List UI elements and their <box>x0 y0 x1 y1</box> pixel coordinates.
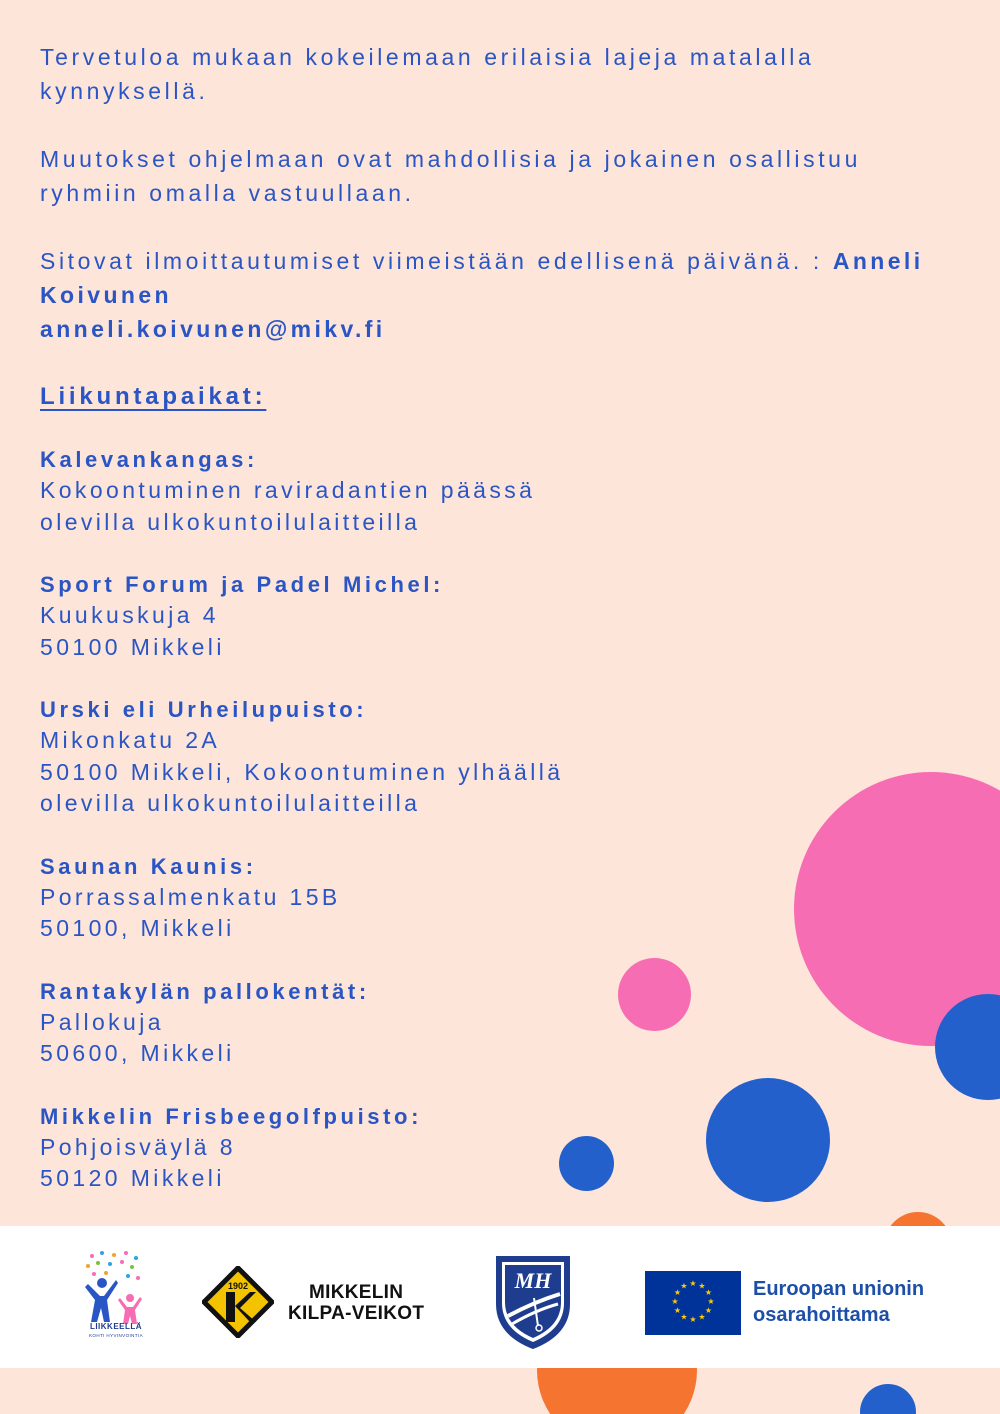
kilpaveikot-year: 1902 <box>227 1281 249 1291</box>
venue-sport-forum <box>40 569 940 663</box>
svg-text:★: ★ <box>689 1279 697 1288</box>
venue-address-line: 50100 Mikkeli, Kokoontuminen ylhäällä <box>40 758 564 785</box>
venue-name: Saunan Kaunis: <box>40 853 257 879</box>
liikkeella-tagline: KOHTI HYVINVOINTIA <box>89 1333 143 1338</box>
svg-text:★: ★ <box>698 1281 706 1291</box>
venue-address-line: Porrassalmenkatu 15B <box>40 883 341 910</box>
liikkeella-logo-text <box>74 1322 158 1340</box>
mh-shield-logo-icon <box>494 1254 572 1350</box>
venue-address-line: 50120 Mikkeli <box>40 1165 225 1191</box>
liikkeella-name: LIIKKEELLÄ <box>89 1322 143 1331</box>
svg-text:★: ★ <box>673 1288 682 1297</box>
venue-name: Sport Forum ja Padel Michel: <box>40 572 444 597</box>
intro-paragraph-registration <box>40 244 940 346</box>
svg-text:★: ★ <box>704 1288 713 1297</box>
venue-address-line: Kuukuskuja 4 <box>40 602 219 628</box>
svg-text:★: ★ <box>680 1281 688 1291</box>
contact-email: anneli.koivunen@mikv.fi <box>40 316 386 342</box>
venue-address-line: 50100 Mikkeli <box>40 633 225 660</box>
mh-initials: MH <box>514 1268 552 1293</box>
kilpaveikot-emblem-icon <box>202 1266 274 1338</box>
sponsor-logo-band <box>0 1226 1000 1368</box>
eu-funding-line1: Euroopan unionin <box>753 1278 925 1300</box>
svg-text:★: ★ <box>673 1306 682 1315</box>
svg-text:★: ★ <box>704 1306 713 1315</box>
venue-name: Mikkelin Frisbeegolfpuisto: <box>40 1103 423 1129</box>
flyer-content <box>40 40 940 1226</box>
intro-paragraph-welcome: Tervetuloa mukaan kokeilemaan erilaisia lajeja matalalla kynnyksellä. <box>40 44 815 104</box>
venue-address-line: Pallokuja <box>40 1008 164 1035</box>
venue-address-line: Kokoontuminen raviradantien päässä <box>40 477 536 503</box>
venue-name: Kalevankangas: <box>40 447 258 472</box>
svg-text:★: ★ <box>698 1312 706 1322</box>
venue-kalevankangas <box>40 444 940 538</box>
eu-funding-text <box>753 1276 924 1328</box>
decorative-circle-blue-bottom <box>860 1384 916 1414</box>
venue-address-line: olevilla ulkokuntoilulaitteilla <box>40 790 421 816</box>
registration-text: Sitovat ilmoittautumiset viimeistään edellisenä päivänä. : <box>40 248 833 274</box>
venue-list <box>40 444 940 1195</box>
kilpaveikot-logo-text <box>288 1282 424 1324</box>
contact-name: Anneli Koivunen <box>40 248 924 308</box>
eu-funding-line2: osarahoittama <box>753 1304 890 1326</box>
venue-address-line: Pohjoisväylä 8 <box>40 1133 236 1160</box>
venue-address-line: Mikonkatu 2A <box>40 727 221 753</box>
kilpaveikot-line1: MIKKELIN <box>309 1282 404 1303</box>
venue-address-line: 50100, Mikkeli <box>40 915 235 941</box>
kilpaveikot-line2: KILPA-VEIKOT <box>288 1303 425 1324</box>
svg-text:★: ★ <box>680 1312 688 1322</box>
svg-text:★: ★ <box>707 1297 715 1306</box>
intro-paragraph-changes: Muutokset ohjelmaan ovat mahdollisia ja jokainen osallistuu ryhmiin omalla vastuullaan. <box>40 146 861 206</box>
section-title-venues: Liikuntapaikat: <box>40 383 267 410</box>
venue-urski <box>40 694 940 820</box>
eu-funding-badge <box>645 1270 943 1336</box>
eu-flag-icon <box>645 1271 741 1335</box>
venue-name: Urski eli Urheilupuisto: <box>40 697 368 722</box>
venue-saunan-kaunis <box>40 851 940 945</box>
venue-name: Rantakylän pallokentät: <box>40 978 370 1004</box>
venue-rantakyla <box>40 976 940 1070</box>
svg-text:★: ★ <box>671 1297 679 1306</box>
venue-address-line: 50600, Mikkeli <box>40 1040 235 1066</box>
svg-text:★: ★ <box>689 1315 697 1324</box>
venue-frisbeegolf <box>40 1101 940 1195</box>
venue-address-line: olevilla ulkokuntoilulaitteilla <box>40 508 421 535</box>
